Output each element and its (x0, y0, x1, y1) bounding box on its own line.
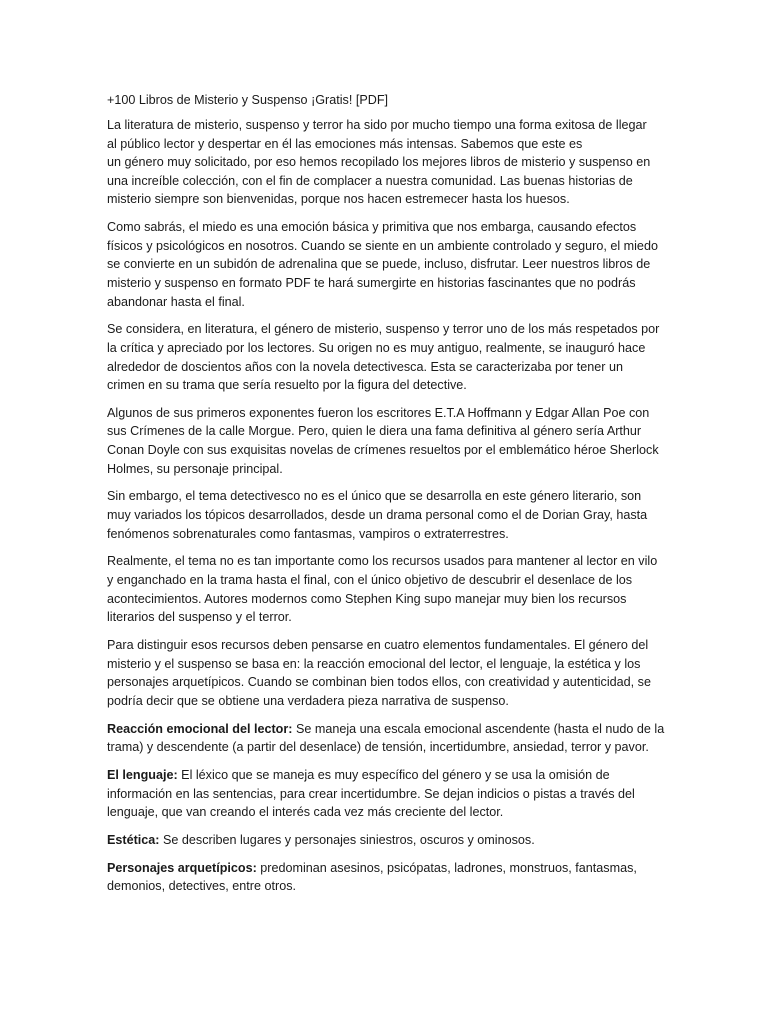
element-text: Se maneja una escala emocional ascendente (hasta el nudo de la (292, 721, 665, 736)
paragraph (107, 320, 663, 394)
text-line (107, 720, 663, 739)
text-line: se convierte en un subidón de adrenalina que se puede, incluso, disfrutar. Leer nuestros libros de (107, 257, 651, 272)
document-page (107, 90, 663, 905)
element-term: Reacción emocional del lector: (107, 721, 293, 736)
text-line: demonios, detectives, entre otros. (107, 879, 297, 894)
text-line: misterio siempre son bienvenidas, porque nos hacen estremecer hasta los huesos. (107, 192, 570, 207)
paragraph (107, 116, 663, 209)
element-term: El lenguaje: (107, 767, 178, 782)
text-line: Conan Doyle con sus exquisitas novelas de crímenes resueltos por el emblemático héroe Sherlock (107, 443, 659, 458)
text-line: literarios del suspenso y el terror. (107, 610, 292, 625)
text-line: la crítica y apreciado por los lectores. Su origen no es muy antiguo, realmente, se inauguró hace (107, 340, 646, 355)
text-line: Para distinguir esos recursos deben pensarse en cuatro elementos fundamentales. El género del (107, 637, 649, 652)
text-line: La literatura de misterio, suspenso y terror ha sido por mucho tiempo una forma exitosa de llegar (107, 118, 647, 132)
text-line: crimen en su trama que sería resuelto por la figura del detective. (107, 378, 467, 393)
text-line: Holmes, su personaje principal. (107, 461, 283, 476)
element-text: El léxico que se maneja es muy específico del género y se usa la omisión de (177, 767, 610, 782)
text-line: Realmente, el tema no es tan importante como los recursos usados para mantener al lector en vilo (107, 554, 658, 569)
element-text: predominan asesinos, psicópatas, ladrones, monstruos, fantasmas, (256, 860, 637, 875)
text-line: una increíble colección, con el fin de complacer a nuestra comunidad. Las buenas historias de (107, 173, 633, 188)
paragraph (107, 487, 663, 543)
text-line: muy variados los tópicos desarrollados, desde un drama personal como el de Dorian Gray, hasta (107, 508, 648, 523)
text-line: podría decir que se obtiene una verdadera pieza narrativa de suspenso. (107, 693, 509, 708)
element-paragraph (107, 859, 663, 896)
text-line (107, 831, 663, 850)
paragraph (107, 218, 663, 311)
text-line: sus Crímenes de la calle Morgue. Pero, quien le diera una fama definitiva al género sería Arthur (107, 424, 642, 439)
text-line: Se considera, en literatura, el género de misterio, suspenso y terror uno de los más respetados por (107, 322, 660, 337)
text-line: información en las sentencias, para crear incertidumbre. Se dejan indicios o pistas a través del (107, 786, 635, 801)
text-line: lenguaje, que van creando el interés cada vez más creciente del lector. (107, 805, 504, 820)
text-line: personajes arquetípicos. Cuando se combinan bien todos ellos, con creatividad y autenticidad, se (107, 675, 651, 690)
element-paragraph (107, 766, 663, 822)
text-line: Algunos de sus primeros exponentes fueron los escritores E.T.A Hoffmann y Edgar Allan Poe con (107, 405, 650, 420)
text-line: alrededor de doscientos años con la novela detectivesca. Esta se caracterizaba por tener un (107, 359, 623, 374)
text-line: un género muy solicitado, por eso hemos recopilado los mejores libros de misterio y suspenso en (107, 155, 651, 170)
text-line: fenómenos sobrenaturales como fantasmas, vampiros o extraterrestres. (107, 526, 509, 541)
text-line: al público lector y despertar en él las emociones más intensas. Sabemos que este es (107, 136, 583, 151)
element-text: Se describen lugares y personajes siniestros, oscuros y ominosos. (159, 832, 535, 847)
paragraph (107, 552, 663, 626)
element-term: Personajes arquetípicos: (107, 860, 257, 875)
text-line: acontecimientos. Autores modernos como Stephen King supo manejar muy bien los recursos (107, 591, 627, 606)
text-line: misterio y el suspenso se basa en: la reacción emocional del lector, el lenguaje, la estética y los (107, 656, 641, 671)
paragraph (107, 404, 663, 478)
text-line: físicos y psicológicos en nosotros. Cuando se siente en un ambiente controlado y seguro, el miedo (107, 238, 658, 253)
text-line: Sin embargo, el tema detectivesco no es el único que se desarrolla en este género literario, son (107, 489, 642, 504)
text-line: y enganchado en la trama hasta el final, con el único objetivo de descubrir el desenlace de los (107, 573, 633, 587)
text-line (107, 859, 663, 878)
text-line: abandonar hasta el final. (107, 294, 245, 309)
document-title: +100 Libros de Misterio y Suspenso ¡Gratis! [PDF] (107, 93, 389, 107)
text-line (107, 766, 663, 785)
element-paragraph (107, 720, 663, 757)
paragraph (107, 636, 663, 710)
text-line: Como sabrás, el miedo es una emoción básica y primitiva que nos embarga, causando efectos (107, 220, 637, 235)
element-paragraph (107, 831, 663, 850)
text-line: misterio y suspenso en formato PDF te hará sumergirte en historias fascinantes que no podrás (107, 275, 636, 290)
element-term: Estética: (107, 832, 160, 847)
text-line: trama) y descendente (a partir del desenlace) de tensión, incertidumbre, ansiedad, terror y pavor. (107, 740, 649, 755)
